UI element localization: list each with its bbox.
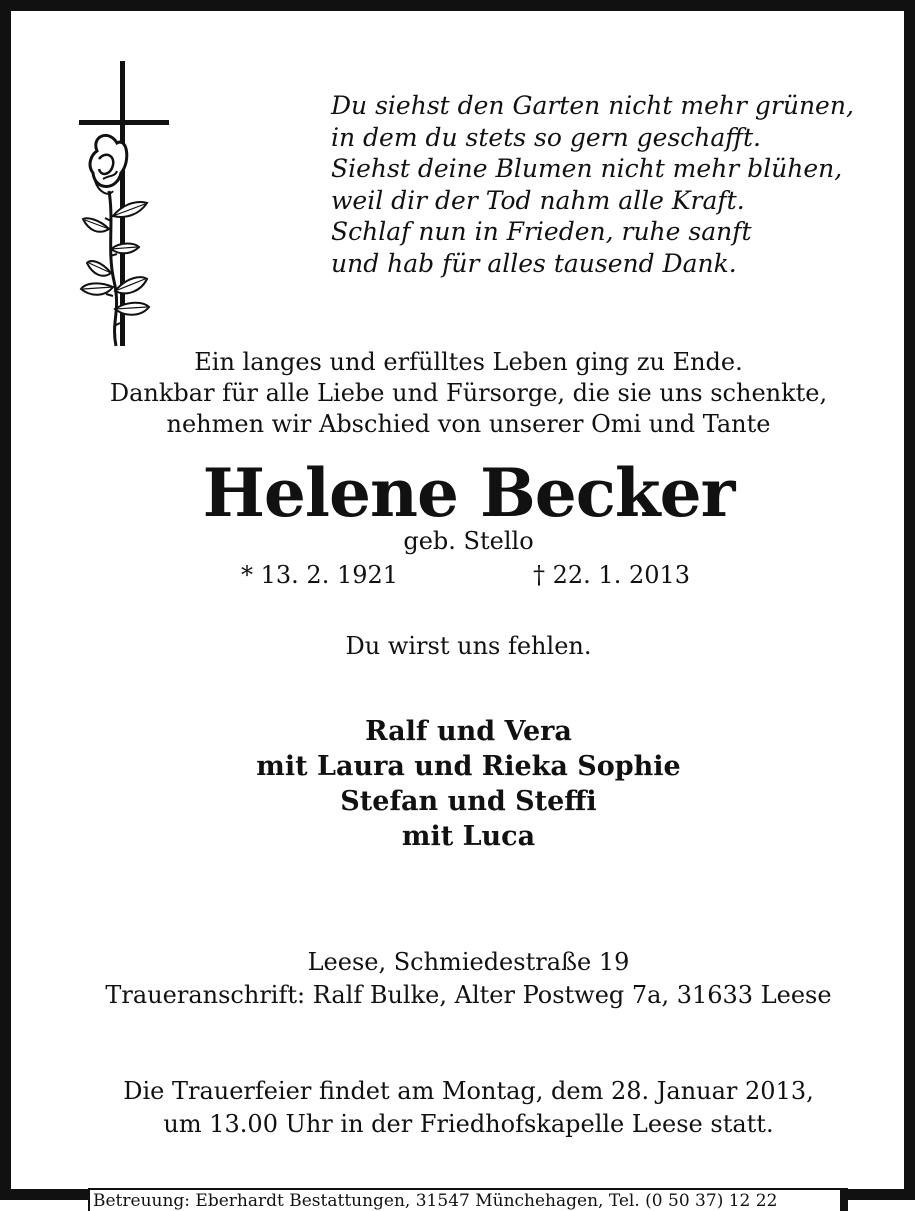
farewell-message: Du wirst uns fehlen. [345,632,592,660]
cross-with-rose-icon [69,51,179,351]
family-line: mit Laura und Rieka Sophie [256,751,681,782]
poem-line: weil dir der Tod nahm alle Kraft. [331,185,745,215]
death-date: † 22. 1. 2013 [533,561,691,589]
intro-text [11,347,915,440]
poem-line: und hab für alles tausend Dank. [331,248,737,278]
poem [331,90,911,279]
undertaker-text: Betreuung: Eberhardt Bestattungen, 31547 Münchehagen, Tel. (0 50 37) 12 22 [90,1190,840,1211]
poem-line: Schlaf nun in Frieden, ruhe sanft [331,217,752,246]
intro-line: nehmen wir Abschied von unserer Omi und Tante [166,410,771,438]
address-line: Traueranschrift: Ralf Bulke, Alter Postweg 7a, 31633 Leese [105,981,832,1009]
intro-line: Ein langes und erfülltes Leben ging zu Ende. [194,348,743,376]
family-signature [11,714,915,854]
deceased-name: Helene Becker [202,454,735,532]
birth-date: * 13. 2. 1921 [241,561,399,589]
intro-line: Dankbar für alle Liebe und Fürsorge, die sie uns schenkte, [109,379,828,407]
family-line: Ralf und Vera [365,716,572,747]
mourning-address [11,946,915,1012]
poem-line: Siehst deine Blumen nicht mehr blühen, [331,154,843,183]
family-line: mit Luca [401,821,536,852]
service-line: Die Trauerfeier findet am Montag, dem 28. Januar 2013, [123,1077,814,1105]
maiden-name: geb. Stello [403,527,534,555]
poem-line: in dem du stets so gern geschafft. [331,122,762,152]
family-line: Stefan und Steffi [340,786,597,817]
poem-line: Du siehst den Garten nicht mehr grünen, [331,91,854,120]
funeral-service-info [11,1075,915,1141]
address-line: Leese, Schmiedestraße 19 [307,948,630,976]
service-line: um 13.00 Uhr in der Friedhofskapelle Leese statt. [163,1110,774,1138]
